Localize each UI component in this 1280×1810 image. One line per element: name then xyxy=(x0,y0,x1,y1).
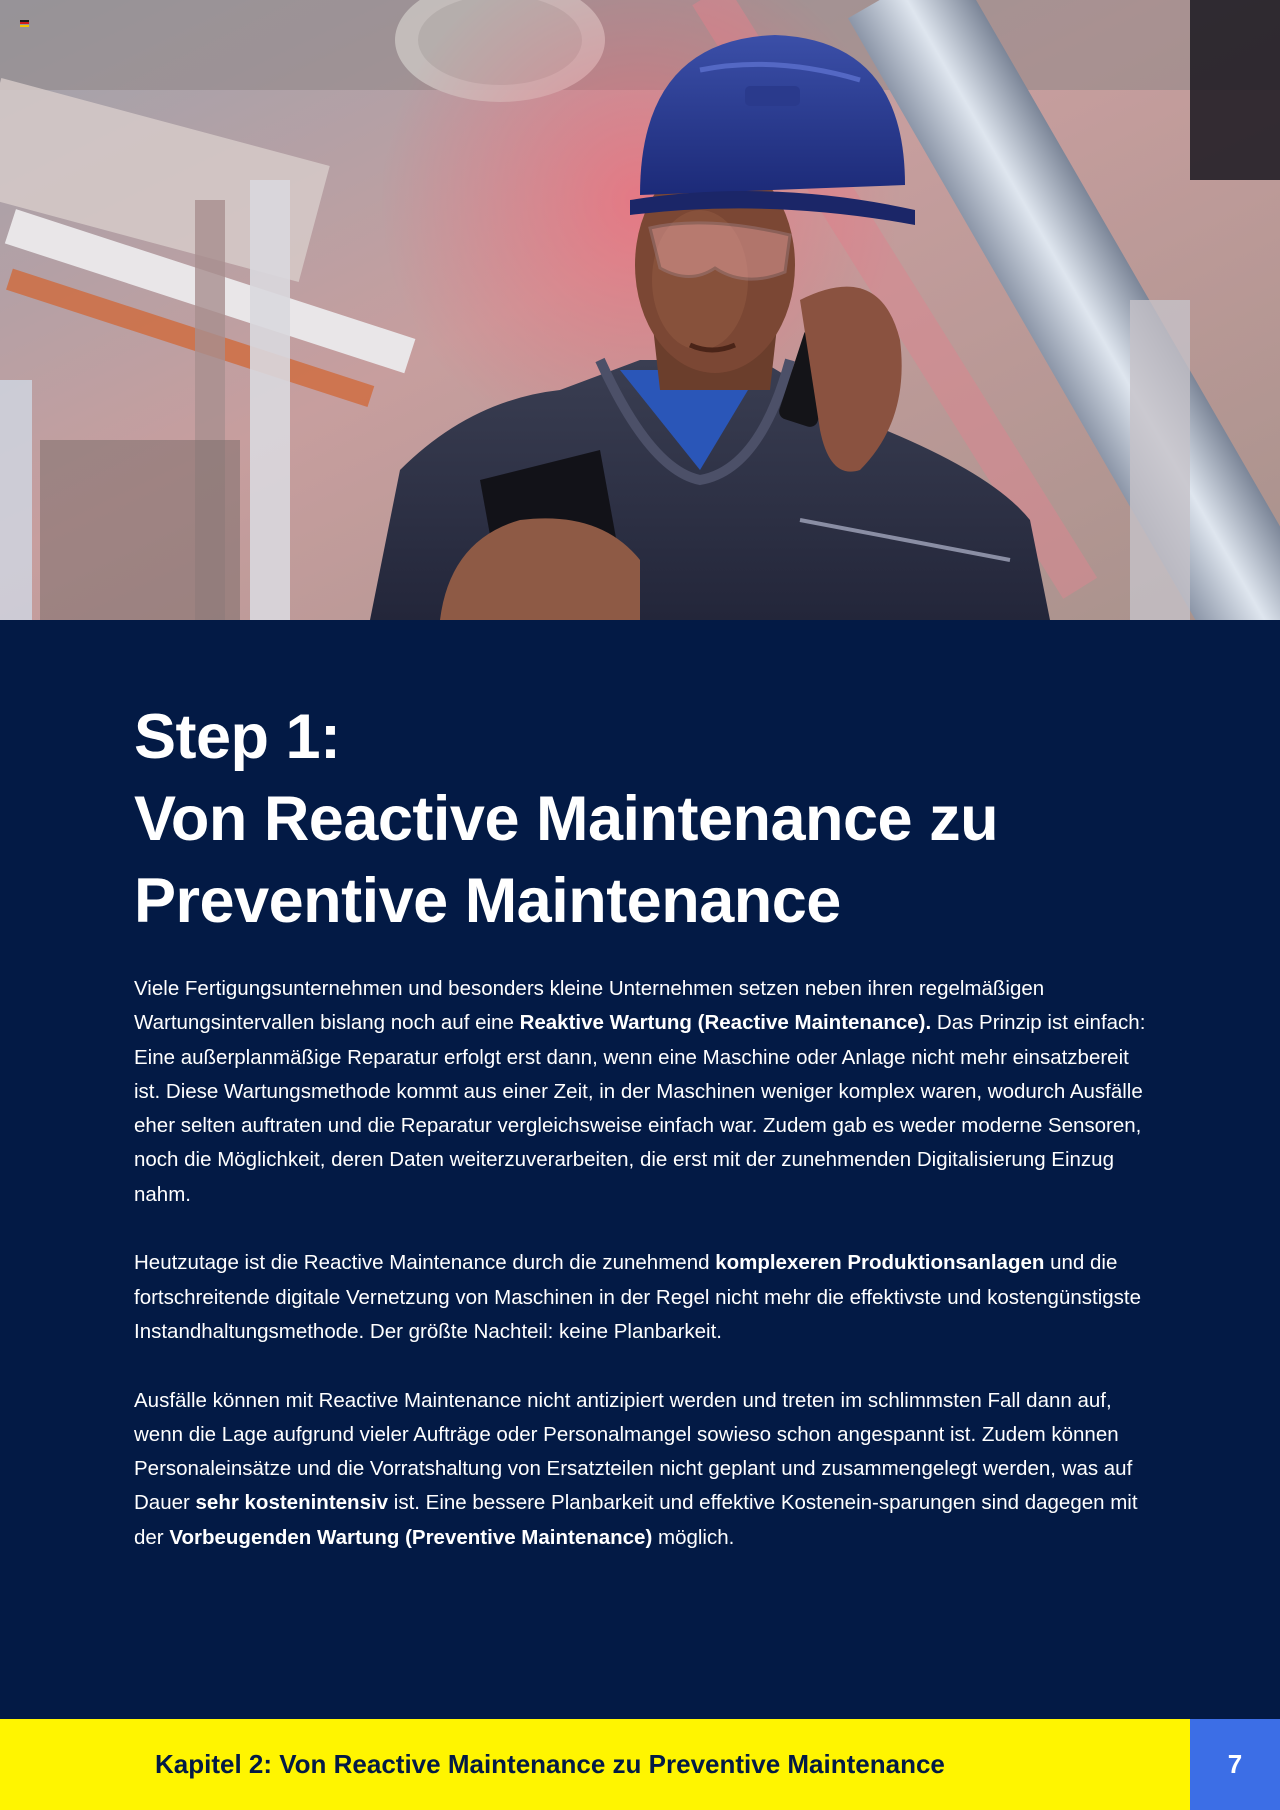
paragraph-3-bold-a: sehr kostenintensiv xyxy=(195,1491,389,1515)
paragraph-1 xyxy=(134,972,1154,1212)
paragraph-2-text-b: und die fortschreitende digitale Vernetzung von Maschinen in der Regel nicht mehr die effektivste und kostengünstigste Instandhaltungsmethode. Der größte Nachteil: keine Planbarkeit. xyxy=(134,1251,1142,1343)
chapter-banner xyxy=(0,1719,1190,1810)
hero-photo-illustration xyxy=(0,0,1280,620)
title-line-2: Von Reactive Maintenance zu xyxy=(134,784,999,854)
paragraph-2-text-a: Heutzutage ist die Reactive Maintenance durch die zunehmend xyxy=(134,1251,716,1275)
paragraph-3-text-b: ist. Eine bessere Planbarkeit und effektive Kostenein-sparungen sind dagegen mit der xyxy=(134,1491,1138,1549)
paragraph-3-bold-b: Vorbeugenden Wartung (Preventive Maintenance) xyxy=(169,1525,653,1549)
page-title xyxy=(134,696,998,942)
paragraph-1-text-a: Viele Fertigungsunternehmen und besonders kleine Unternehmen setzen neben ihren regelmäßigen Wartungsintervallen bislang noch auf eine xyxy=(134,977,1045,1035)
title-line-1: Step 1: xyxy=(134,702,341,772)
paragraph-2-bold-a: komplexeren Produktionsanlagen xyxy=(715,1251,1045,1275)
paragraph-1-text-b: Das Prinzip ist einfach: Eine außerplanmäßige Reparatur erfolgt erst dann, wenn eine Maschine oder Anlage nicht mehr einsatzbereit ist. Diese Wartungsmethode kommt aus einer Zeit, in der Maschinen weniger komplex waren, wodurch Ausfälle eher selten auftraten und die Reparatur vergleichsweise einfach war. Zudem gab es weder moderne Sensoren, noch die Möglichkeit, deren Daten weiterzuverarbeiten, die erst mit der zunehmenden Digitalisierung Einzug nahm. xyxy=(134,1011,1146,1206)
main-content xyxy=(0,620,1280,1720)
flag-stripe-gold xyxy=(20,25,29,27)
language-flag-icon[interactable] xyxy=(20,20,29,27)
title-line-3: Preventive Maintenance xyxy=(134,866,841,936)
body-text xyxy=(134,972,1154,1589)
paragraph-2 xyxy=(134,1246,1154,1349)
paragraph-1-bold-a: Reaktive Wartung (Reactive Maintenance). xyxy=(519,1011,932,1035)
paragraph-3-text-c: möglich. xyxy=(652,1525,735,1549)
footer xyxy=(0,1719,1280,1810)
hero-image xyxy=(0,0,1280,620)
paragraph-3 xyxy=(134,1384,1154,1555)
page-number-box xyxy=(1190,1719,1280,1810)
page-number: 7 xyxy=(1227,1749,1243,1779)
chapter-title: Kapitel 2: Von Reactive Maintenance zu Preventive Maintenance xyxy=(155,1749,945,1779)
paragraph-3-text-a: Ausfälle können mit Reactive Maintenance nicht antizipiert werden und treten im schlimmsten Fall dann auf, wenn die Lage aufgrund vieler Aufträge oder Personalmangel sowieso schon angespannt ist. Zudem können Personaleinsätze und die Vorratshaltung von Ersatzteilen nicht geplant und zusammengelegt werden, was auf Dauer xyxy=(134,1388,1133,1515)
